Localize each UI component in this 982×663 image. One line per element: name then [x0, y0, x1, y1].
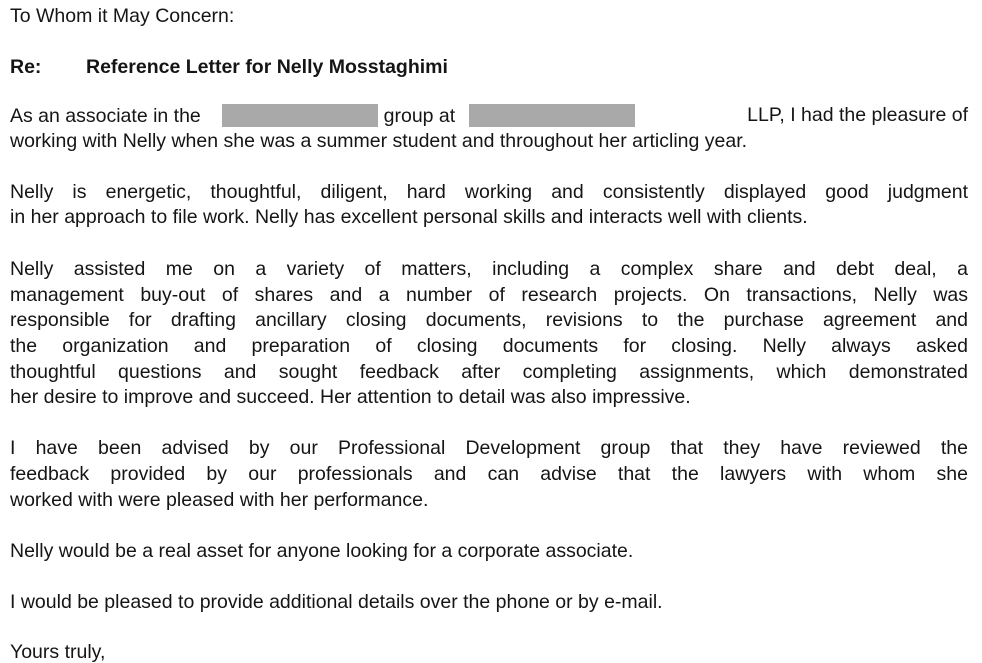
paragraph-1-line-1: [10, 104, 968, 127]
paragraph-4-line-2: feedback provided by our professionals and can advise that the lawyers with whom she: [10, 463, 968, 485]
paragraph-3-line-3: responsible for drafting ancillary closing documents, revisions to the purchase agreement and: [10, 309, 968, 331]
paragraph-3-line-4: the organization and preparation of closing documents for closing. Nelly always asked: [10, 335, 968, 357]
redacted-group-name: [222, 104, 378, 127]
paragraph-4-line-3: worked with were pleased with her performance.: [10, 489, 429, 511]
closing: Yours truly,: [10, 641, 106, 663]
re-label: Re:: [10, 56, 42, 78]
paragraph-3-line-5: thoughtful questions and sought feedback after completing assignments, which demonstrated: [10, 361, 968, 383]
salutation: To Whom it May Concern:: [10, 5, 235, 27]
p1-text-c: LLP, I had the pleasure of: [747, 104, 968, 126]
p1-text-b: group at: [383, 105, 456, 127]
p1-text-a: As an associate in the: [10, 105, 201, 127]
paragraph-1-line-2: working with Nelly when she was a summer student and throughout her articling year.: [10, 130, 748, 152]
paragraph-3-line-6: her desire to improve and succeed. Her attention to detail was also impressive.: [10, 386, 691, 408]
subject-line: [10, 56, 448, 78]
paragraph-5: Nelly would be a real asset for anyone looking for a corporate associate.: [10, 540, 634, 562]
paragraph-6: I would be pleased to provide additional details over the phone or by e-mail.: [10, 591, 663, 613]
paragraph-2-line-1: Nelly is energetic, thoughtful, diligent, hard working and consistently displayed good judgment: [10, 181, 968, 203]
re-subject: Reference Letter for Nelly Mosstaghimi: [86, 56, 448, 78]
paragraph-2-line-2: in her approach to file work. Nelly has excellent personal skills and interacts well with clients.: [10, 206, 808, 228]
redacted-firm-name: [469, 104, 635, 127]
paragraph-3-line-2: management buy-out of shares and a number of research projects. On transactions, Nelly was: [10, 284, 968, 306]
paragraph-3-line-1: Nelly assisted me on a variety of matters, including a complex share and debt deal, a: [10, 258, 968, 280]
paragraph-4-line-1: I have been advised by our Professional Development group that they have reviewed the: [10, 437, 968, 459]
